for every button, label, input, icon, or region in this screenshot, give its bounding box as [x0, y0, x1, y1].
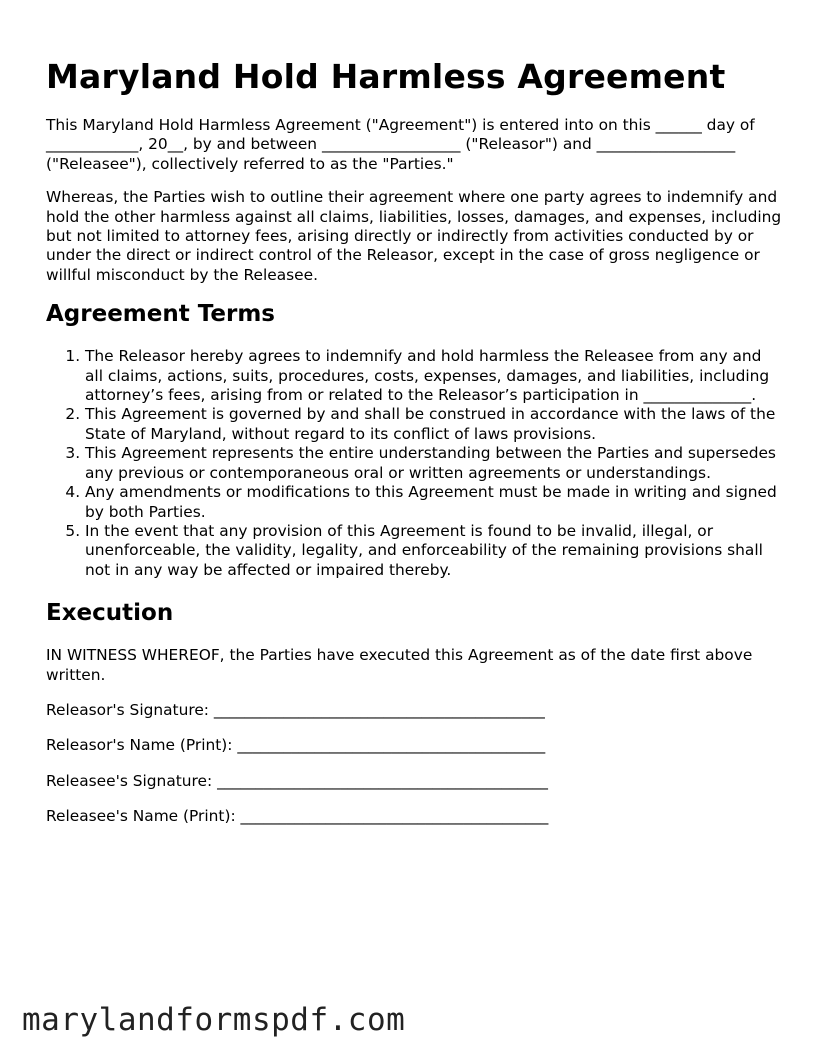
- agreement-terms-heading: Agreement Terms: [46, 301, 275, 328]
- execution-heading: Execution: [46, 600, 174, 627]
- releasee-name-line: Releasee's Name (Print): ________________________________________: [46, 807, 549, 826]
- releasee-signature-line: Releasee's Signature: ___________________________________________: [46, 771, 548, 790]
- whereas-paragraph: Whereas, the Parties wish to outline their agreement where one party agrees to indemnify and hold the other harmless against all claims, liabilities, losses, damages, and expenses, including but not limited to attorney fees, arising directly or indirectly from activities conducted by or under the direct or indirect control of the Releasor, except in the case of gross negligence or willful misconduct by the Releasee.: [46, 188, 782, 284]
- document-page: [46, 56, 782, 843]
- term-item-2: 2. This Agreement is governed by and shall be construed in accordance with the laws of the State of Maryland, without regard to its conflict of laws provisions.: [85, 405, 782, 444]
- releasor-signature-line: Releasor's Signature: ___________________________________________: [46, 700, 545, 719]
- terms-list: [46, 347, 782, 580]
- intro-paragraph: This Maryland Hold Harmless Agreement ("Agreement") is entered into on this ______ day of ____________, 20__, by and between __________________ ("Releasor") and __________________ ("Releasee"), collectively referred to as the "Parties.": [46, 116, 755, 173]
- page-title: Maryland Hold Harmless Agreement: [46, 57, 726, 96]
- releasor-name-line: Releasor's Name (Print): ________________________________________: [46, 736, 546, 755]
- witness-paragraph: IN WITNESS WHEREOF, the Parties have executed this Agreement as of the date first above written.: [46, 646, 753, 684]
- term-item-1: 1. The Releasor hereby agrees to indemnify and hold harmless the Releasee from any and all claims, actions, suits, procedures, costs, expenses, damages, and liabilities, including attorney’s fees, arising from or related to the Releasor’s participation in ______________.: [85, 347, 782, 405]
- website-watermark: marylandformspdf.com: [22, 1002, 406, 1038]
- term-item-5: 5. In the event that any provision of this Agreement is found to be invalid, illegal, or unenforceable, the validity, legality, and enforceability of the remaining provisions shall not in any way be affected or impaired thereby.: [85, 522, 782, 580]
- term-item-3: 3. This Agreement represents the entire understanding between the Parties and supersedes any previous or contemporaneous oral or written agreements or understandings.: [85, 444, 782, 483]
- term-item-4: 4. Any amendments or modifications to this Agreement must be made in writing and signed by both Parties.: [85, 483, 782, 522]
